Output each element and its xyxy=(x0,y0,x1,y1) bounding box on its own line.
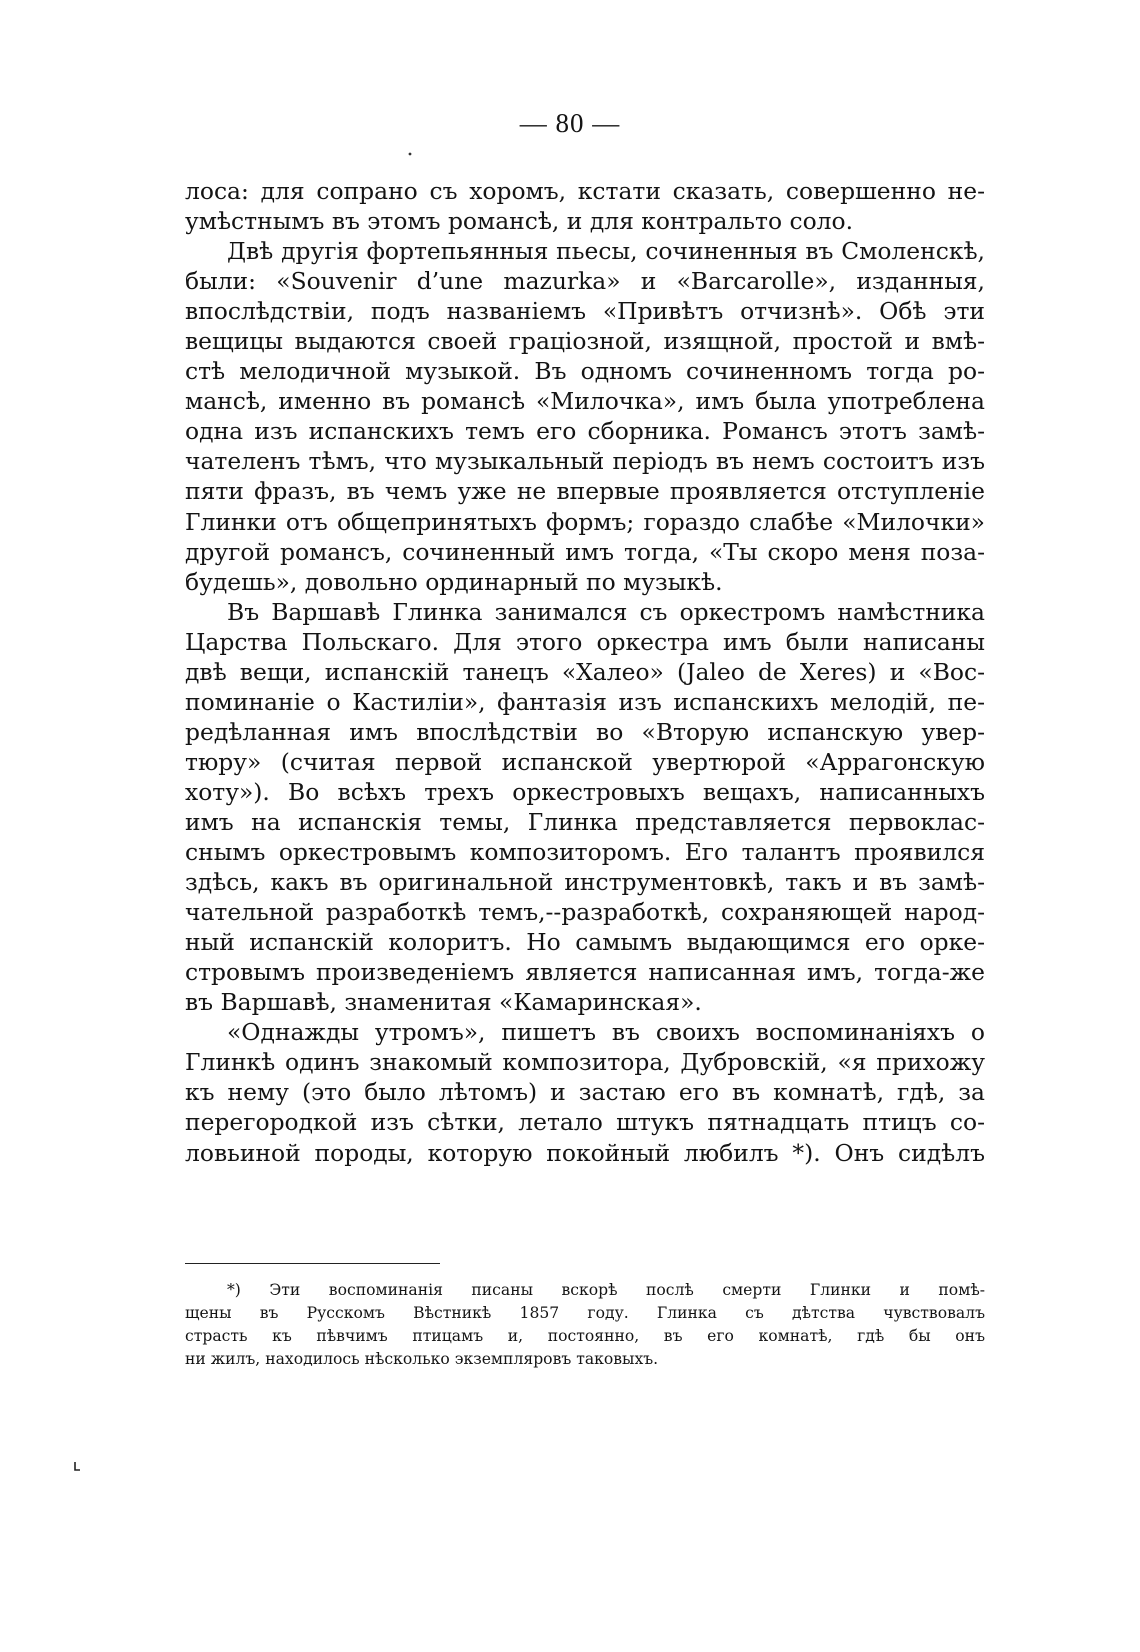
text-line: лоса: для сопрано съ хоромъ, кстати сказать, совершенно не- xyxy=(185,177,985,205)
text-line: редѣланная имъ впослѣдствіи во «Вторую испанскую увер- xyxy=(185,717,985,746)
text-line: пяти фразъ, въ чемъ уже не впервые проявляется отступленіе xyxy=(185,477,985,506)
footnote-line: щены въ Русскомъ Вѣстникѣ 1857 году. Глинка съ дѣтства чувствовалъ xyxy=(185,1304,985,1322)
text-line: впослѣдствіи, подъ названіемъ «Привѣтъ отчизнѣ». Обѣ эти xyxy=(185,297,985,326)
text-line: здѣсь, какъ въ оригинальной инструментовкѣ, такъ и въ замѣ- xyxy=(185,868,985,897)
text-line: Въ Варшавѣ Глинка занимался съ оркестромъ намѣстника xyxy=(227,597,985,626)
text-line: поминаніе о Кастиліи», фантазія изъ испанскихъ мелодій, пе- xyxy=(185,687,985,716)
text-line: въ Варшавѣ, знаменитая «Камаринская». xyxy=(185,988,702,1017)
text-line: другой романсъ, сочиненный имъ тогда, «Ты скоро меня поза- xyxy=(185,537,985,566)
text-line: стровымъ произведеніемъ является написанная имъ, тогда-же xyxy=(185,958,985,987)
text-line: чателенъ тѣмъ, что музыкальный періодъ въ немъ состоитъ изъ xyxy=(185,447,985,476)
footnote-separator xyxy=(185,1263,440,1264)
scan-speck xyxy=(75,1462,80,1470)
text-line: мансѣ, именно въ романсѣ «Милочка», имъ была употреблена xyxy=(185,387,985,416)
text-line: хоту»). Во всѣхъ трехъ оркестровыхъ вещахъ, написанныхъ xyxy=(185,777,985,806)
footnote-line: ни жилъ, находилось нѣсколько экземпляровъ таковыхъ. xyxy=(185,1350,659,1368)
text-line: ловьиной породы, которую покойный любилъ *). Онъ сидѣлъ xyxy=(185,1138,985,1167)
text-line: были: «Souvenir d’une mazurka» и «Barcarolle», изданныя, xyxy=(185,267,985,296)
text-line: будешь», довольно ординарный по музыкѣ. xyxy=(185,567,723,596)
footnote-line: *) Эти воспоминанія писаны вскорѣ послѣ смерти Глинки и помѣ- xyxy=(227,1281,985,1299)
footnote xyxy=(185,1279,985,1371)
text-line: снымъ оркестровымъ композиторомъ. Его талантъ проявился xyxy=(185,838,985,867)
body-text xyxy=(185,176,985,1168)
scan-speck xyxy=(409,153,412,156)
text-line: одна изъ испанскихъ темъ его сборника. Романсъ этотъ замѣ- xyxy=(185,417,985,446)
text-line: Глинкѣ одинъ знакомый композитора, Дубровскій, «я прихожу xyxy=(185,1048,985,1077)
text-line: ный испанскій колоритъ. Но самымъ выдающимся его орке- xyxy=(185,928,985,957)
text-line: чательной разработкѣ темъ,--разработкѣ, сохраняющей народ- xyxy=(185,898,985,927)
text-line: Двѣ другія фортепьянныя пьесы, сочиненныя въ Смоленскѣ, xyxy=(227,237,985,266)
text-line: къ нему (это было лѣтомъ) и застаю его въ комнатѣ, гдѣ, за xyxy=(185,1078,985,1107)
text-line: Глинки отъ общепринятыхъ формъ; гораздо слабѣе «Милочки» xyxy=(185,507,985,536)
footnote-line: страсть къ пѣвчимъ птицамъ и, постоянно, въ его комнатѣ, гдѣ бы онъ xyxy=(185,1327,985,1345)
page-number: — 80 — xyxy=(519,108,621,138)
text-line: имъ на испанскія темы, Глинка представляется первоклас- xyxy=(185,807,985,836)
text-line: двѣ вещи, испанскій танецъ «Халео» (Jaleo de Xeres) и «Вос- xyxy=(185,657,985,686)
text-line: стѣ мелодичной музыкой. Въ одномъ сочиненномъ тогда ро- xyxy=(185,357,985,386)
text-line: умѣстнымъ въ этомъ романсѣ, и для контральто соло. xyxy=(185,207,854,236)
text-line: «Однажды утромъ», пишетъ въ своихъ воспоминаніяхъ о xyxy=(227,1018,985,1047)
text-line: перегородкой изъ сѣтки, летало штукъ пятнадцать птицъ со- xyxy=(185,1108,985,1137)
text-line: тюру» (считая первой испанской увертюрой «Аррагонскую xyxy=(185,747,985,776)
text-line: вещицы выдаются своей граціозной, изящной, простой и вмѣ- xyxy=(185,327,985,356)
text-line: Царства Польскаго. Для этого оркестра имъ были написаны xyxy=(185,627,985,656)
